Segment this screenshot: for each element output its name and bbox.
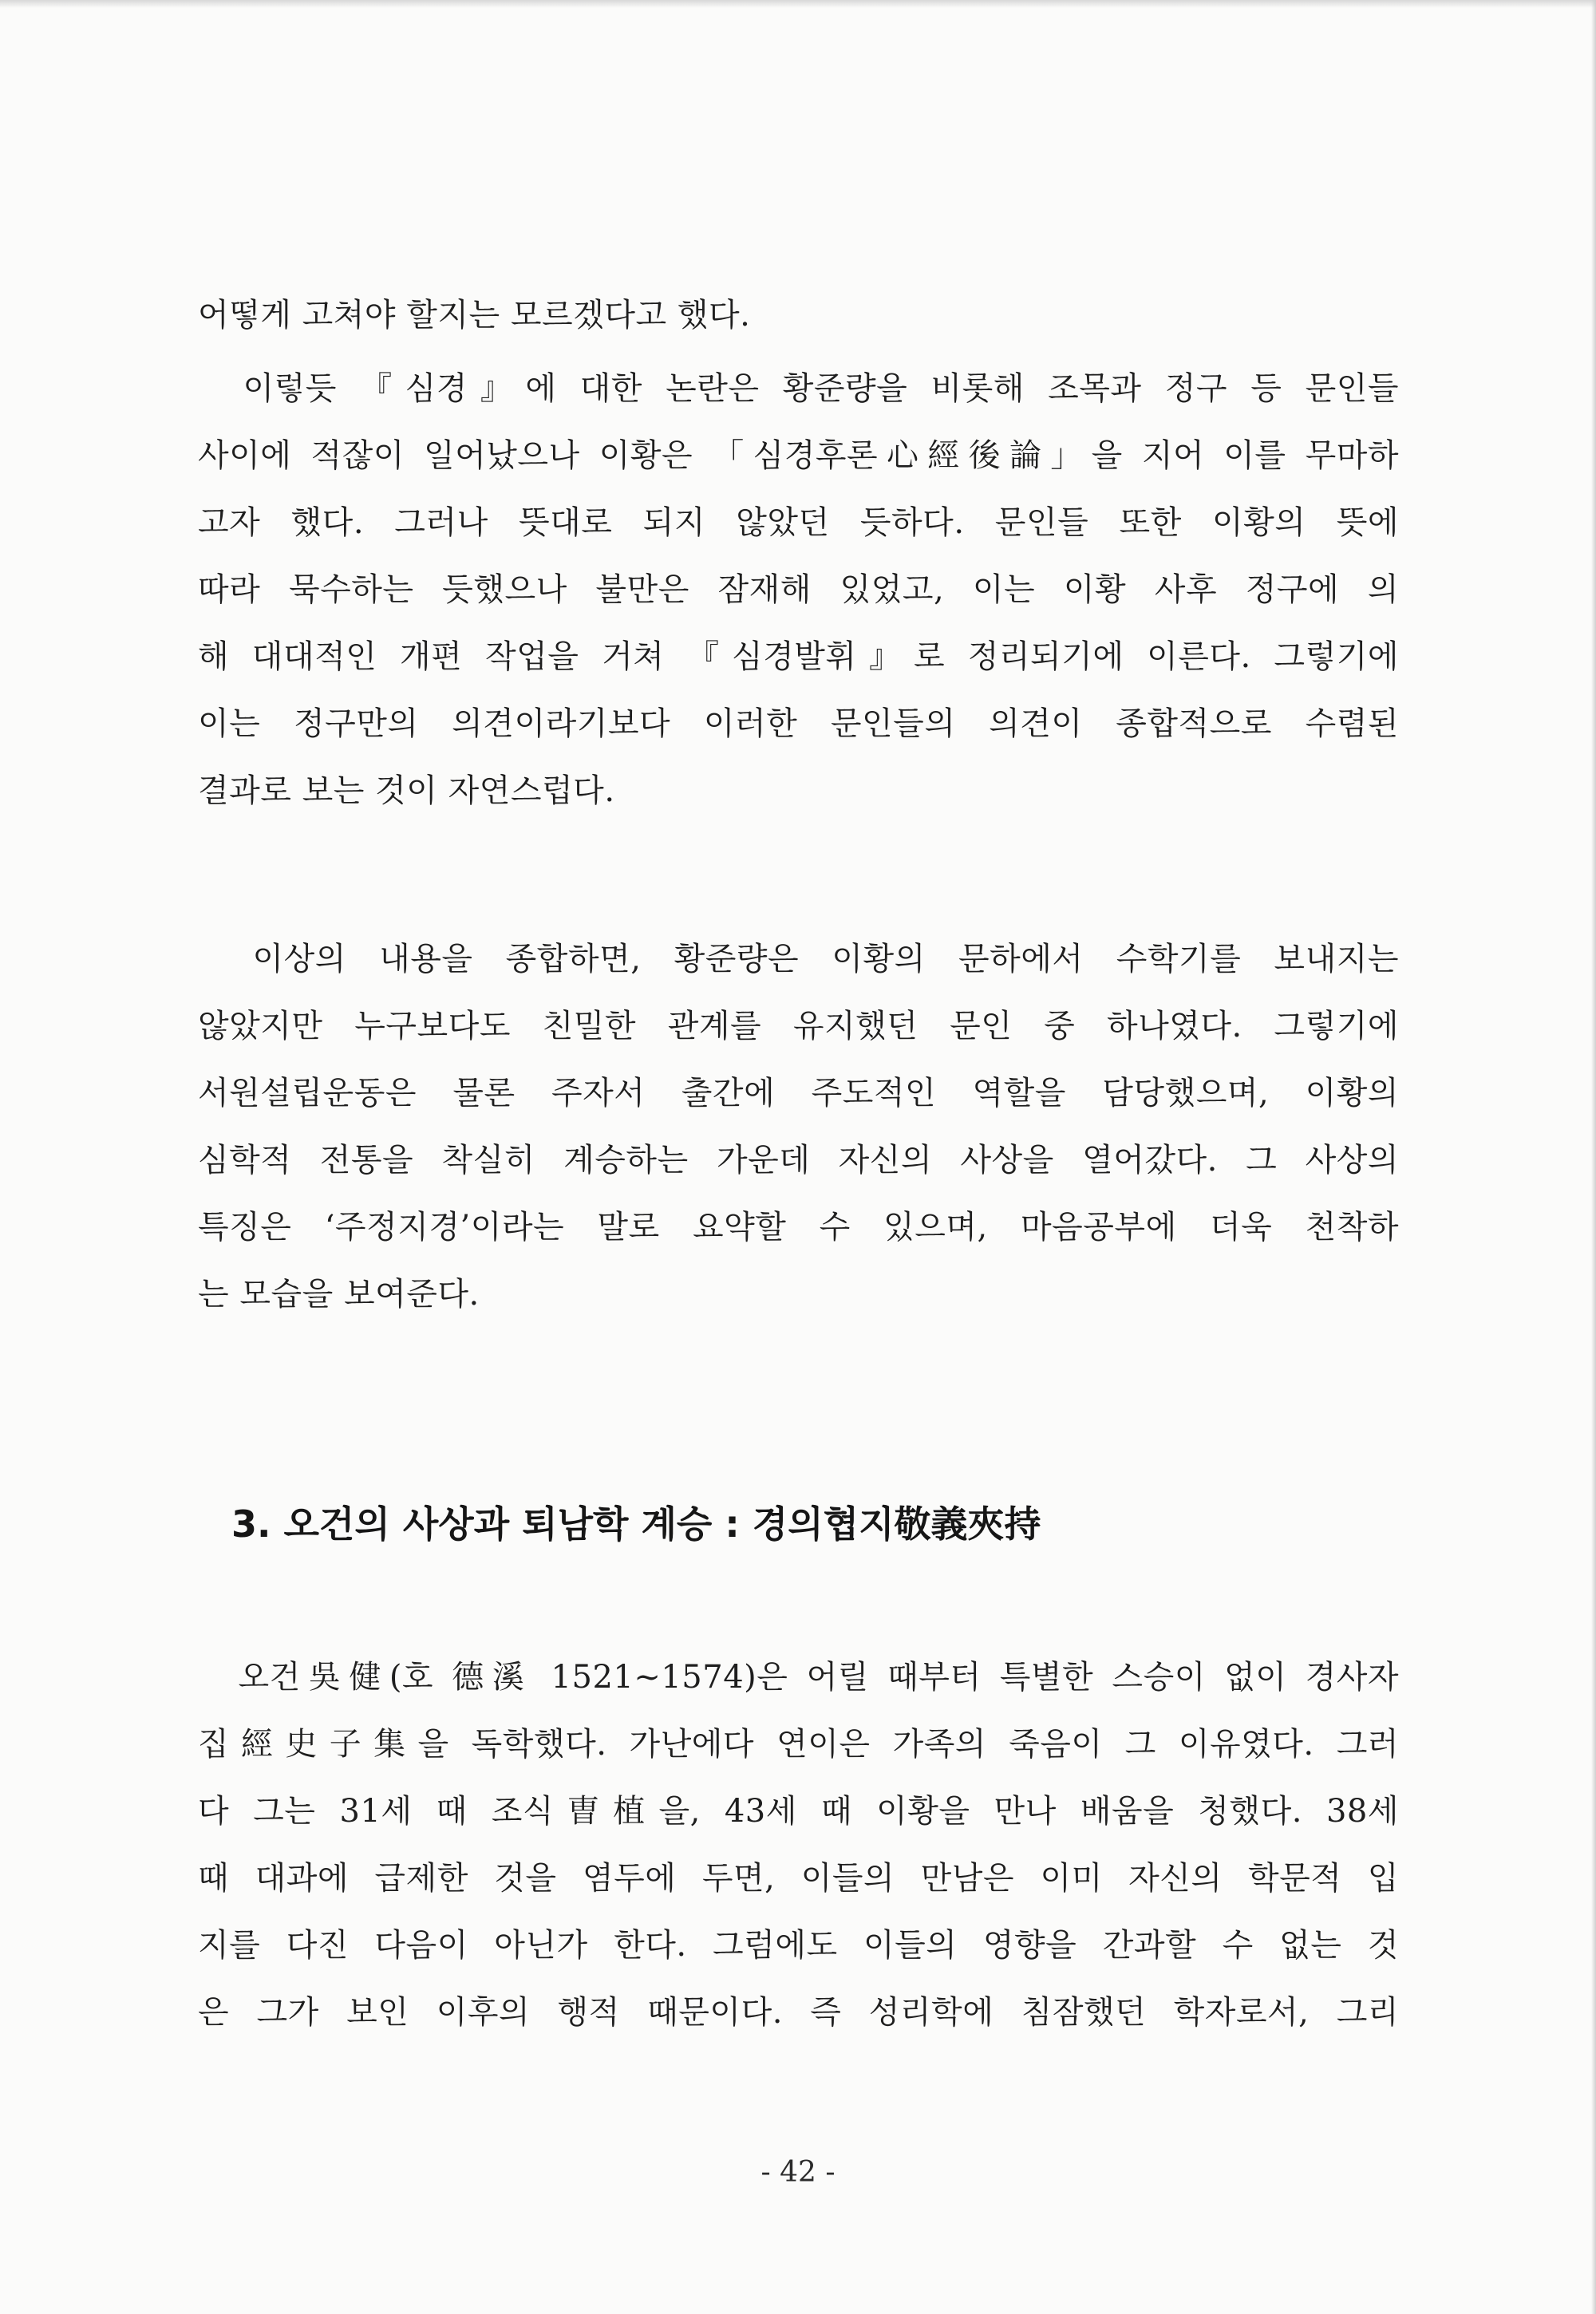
- scan-edge-top: [0, 0, 1596, 8]
- text-line: 는 모습을 보여준다.: [198, 1276, 480, 1313]
- page-number: - 42 -: [760, 2156, 836, 2189]
- text-line: 특징은 ‘주정지경’이라는 말로 요약할 수 있으며, 마음공부에 더욱 천착하: [198, 1209, 1399, 1246]
- text-line: 이상의 내용을 종합하면, 황준량은 이황의 문하에서 수학기를 보내지는: [198, 941, 1399, 977]
- text-line: 이는 정구만의 의견이라기보다 이러한 문인들의 의견이 종합적으로 수렴된: [198, 705, 1399, 742]
- text-line: 오건吳健(호 德溪 1521~1574)은 어릴 때부터 특별한 스승이 없이 경사자: [198, 1659, 1399, 1696]
- text-line: 집經史子集을 독학했다. 가난에다 연이은 가족의 죽음이 그 이유였다. 그러: [198, 1726, 1399, 1763]
- text-line: 때 대과에 급제한 것을 염두에 두면, 이들의 만남은 이미 자신의 학문적 입: [198, 1860, 1399, 1897]
- text-line: 서원설립운동은 물론 주자서 출간에 주도적인 역할을 담당했으며, 이황의: [198, 1075, 1399, 1112]
- paragraph-2: [198, 355, 1399, 824]
- text-line: 결과로 보는 것이 자연스럽다.: [198, 772, 615, 809]
- text-line: 고자 했다. 그러나 뜻대로 되지 않았던 듯하다. 문인들 또한 이황의 뜻에: [198, 504, 1399, 541]
- scan-edge-right: [1591, 0, 1596, 2314]
- section-paragraph: [198, 1644, 1399, 2046]
- paragraph-1: [198, 282, 1399, 349]
- text-line: 다 그는 31세 때 조식曺植을, 43세 때 이황을 만나 배움을 청했다. 38세: [198, 1793, 1399, 1830]
- text-line: 이렇듯 『심경』에 대한 논란은 황준량을 비롯해 조목과 정구 등 문인들: [198, 370, 1399, 407]
- text-line: 따라 묵수하는 듯했으나 불만은 잠재해 있었고, 이는 이황 사후 정구에 의: [198, 571, 1399, 608]
- text-line: 사이에 적잖이 일어났으나 이황은 「심경후론心經後論」을 지어 이를 무마하: [198, 437, 1399, 474]
- text-line: 해 대대적인 개편 작업을 거쳐 『심경발휘』로 정리되기에 이른다. 그렇기에: [198, 638, 1399, 675]
- text-line: 은 그가 보인 이후의 행적 때문이다. 즉 성리학에 침잠했던 학자로서, 그리: [198, 1994, 1399, 2031]
- text-line: 지를 다진 다음이 아닌가 한다. 그럼에도 이들의 영향을 간과할 수 없는 것: [198, 1927, 1399, 1964]
- section-heading: 3. 오건의 사상과 퇴남학 계승 : 경의협지敬義夾持: [231, 1503, 1041, 1546]
- text-line: 않았지만 누구보다도 친밀한 관계를 유지했던 문인 중 하나였다. 그렇기에: [198, 1008, 1399, 1044]
- text-line: 심학적 전통을 착실히 계승하는 가운데 자신의 사상을 열어갔다. 그 사상의: [198, 1142, 1399, 1179]
- paragraph-3: [198, 926, 1399, 1328]
- text-line: 어떻게 고쳐야 할지는 모르겠다고 했다.: [198, 297, 751, 334]
